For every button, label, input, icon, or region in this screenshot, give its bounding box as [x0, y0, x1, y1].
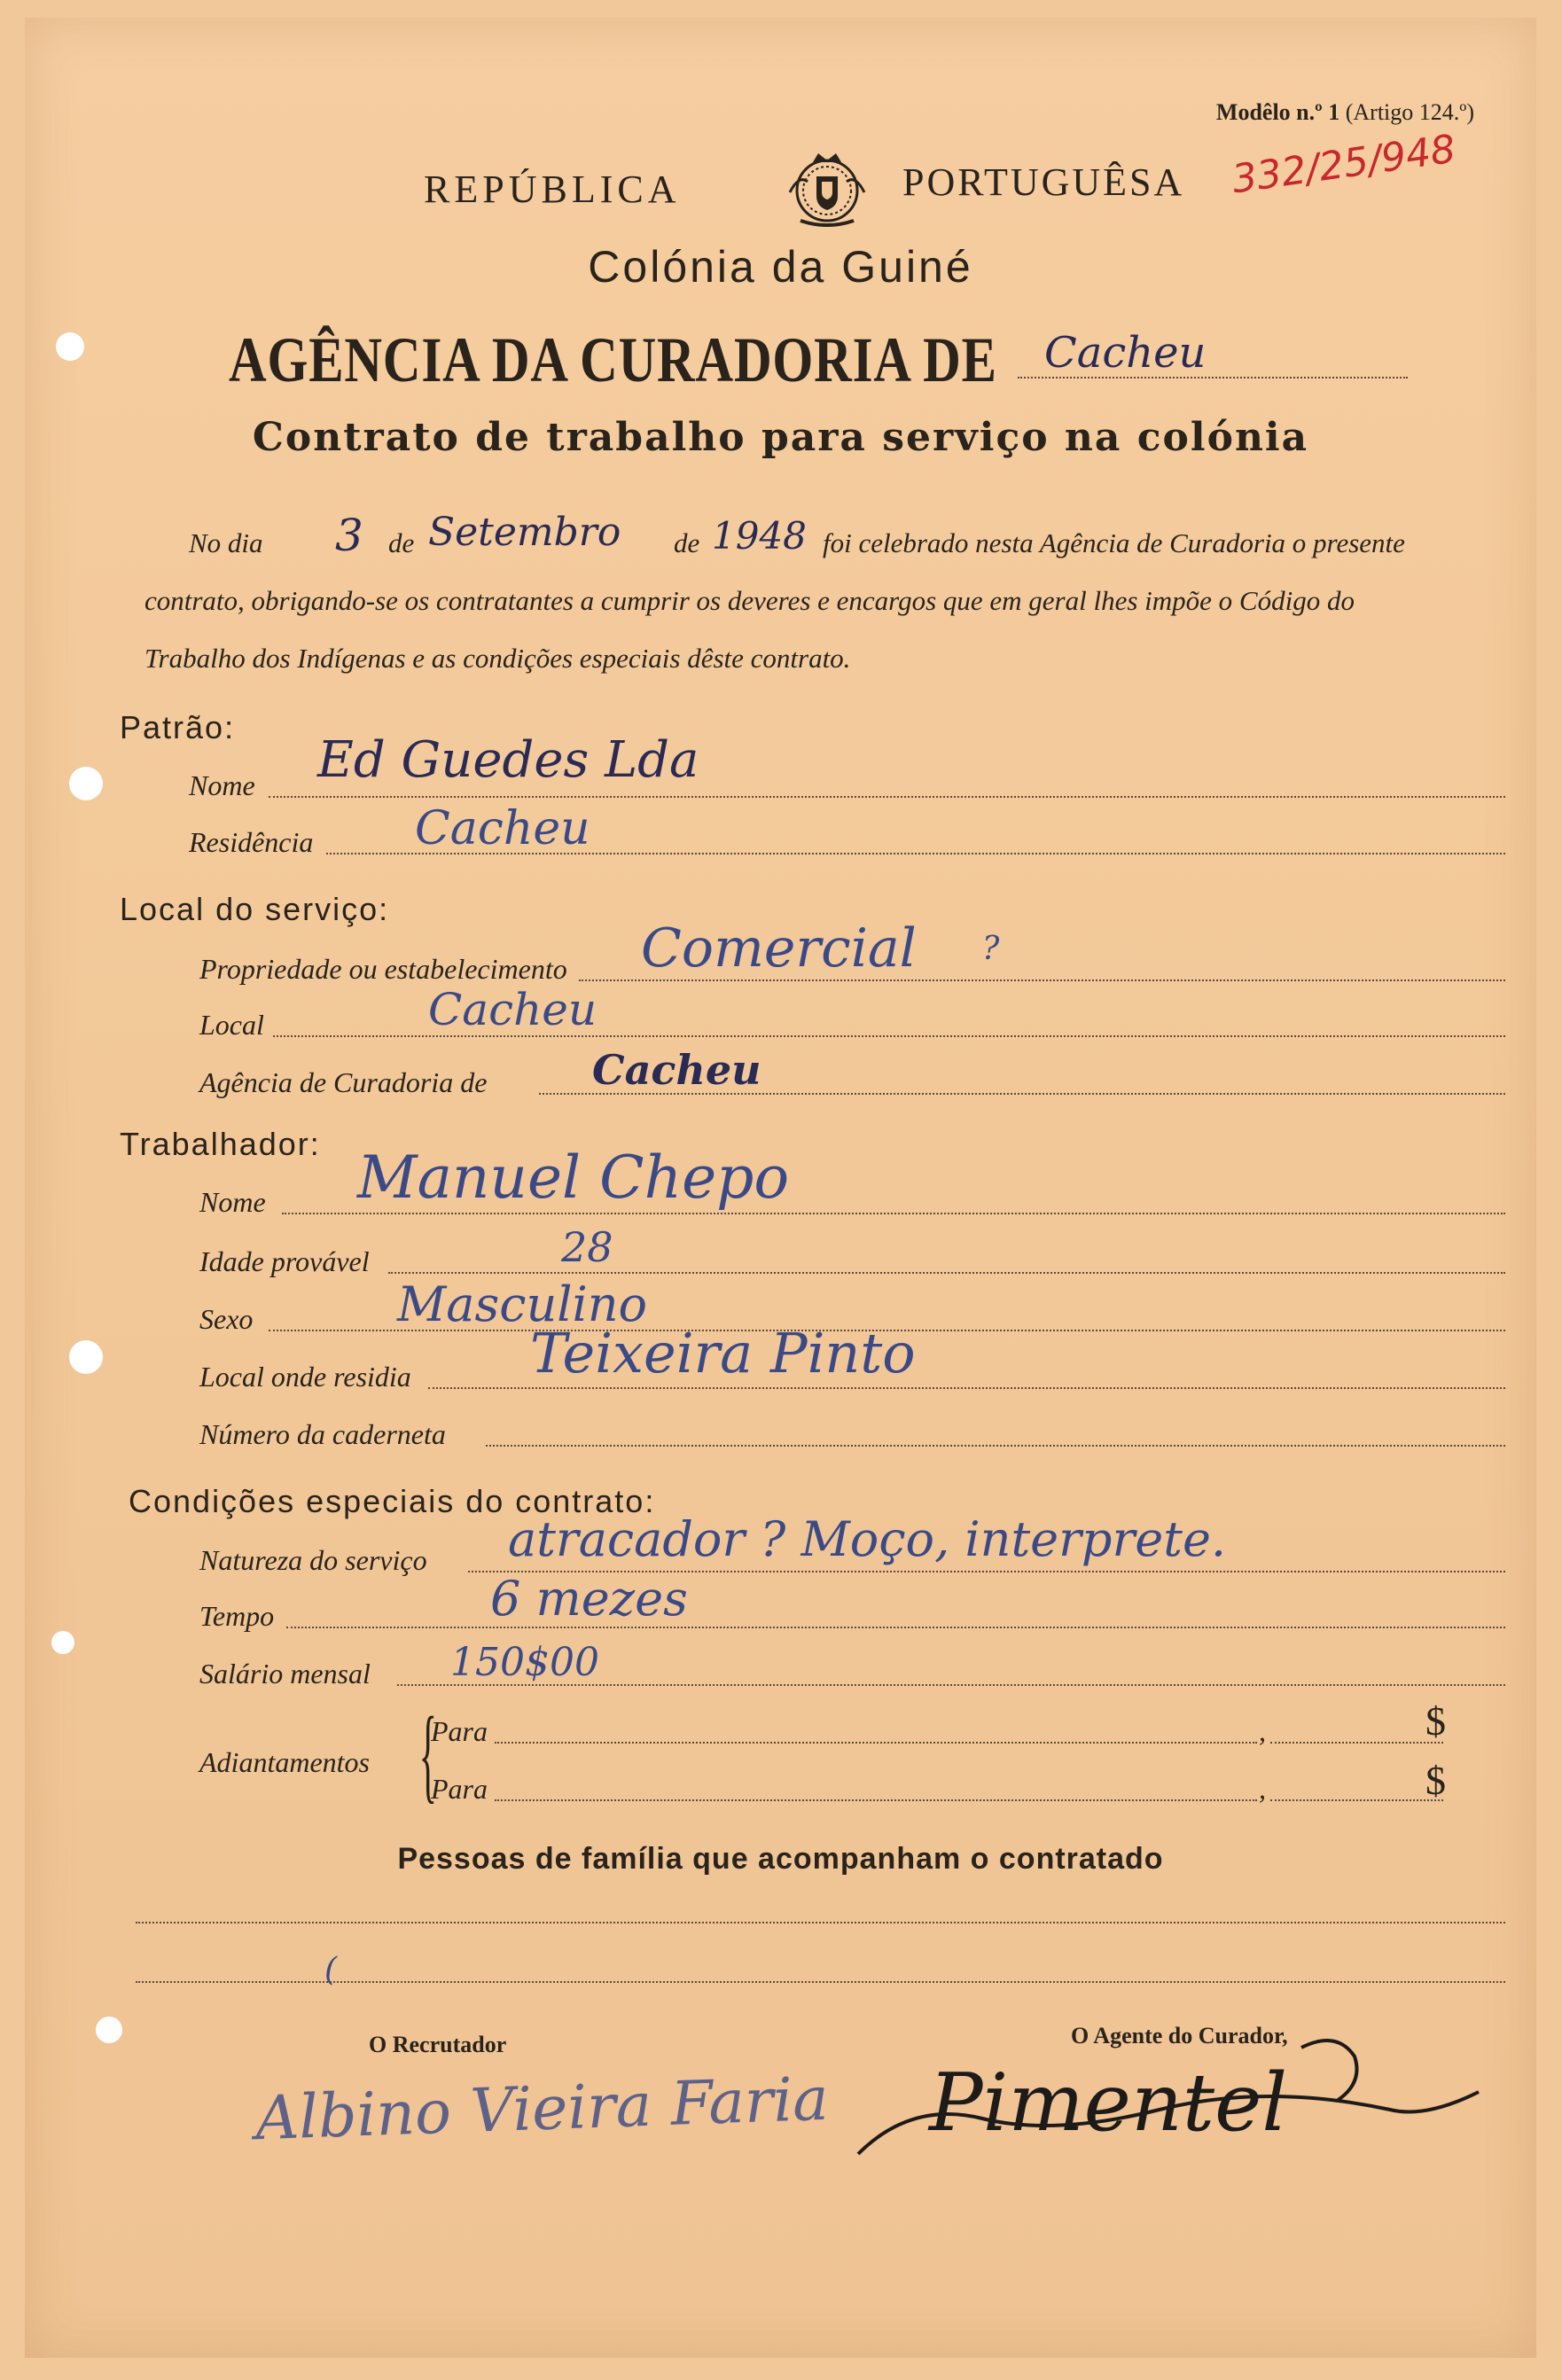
coat-of-arms-icon: [783, 146, 871, 230]
intro-month: Setembro: [428, 510, 621, 555]
trabalhador-nome-line: [282, 1213, 1505, 1214]
local-value: Cacheu: [428, 984, 597, 1035]
familia-line-2: [136, 1981, 1505, 1983]
intro-line2: contrato, obrigando-se os contratantes a cumprir os deveres e encargos que em geral lhes impõe o Código do: [144, 585, 1355, 616]
idade-value: 28: [561, 1223, 613, 1271]
local-residia-value: Teixeira Pinto: [530, 1321, 916, 1385]
document-page: [25, 18, 1536, 2358]
trabalhador-heading: Trabalhador:: [120, 1126, 321, 1162]
intro-line3: Trabalho dos Indígenas e as condições especiais dêste contrato.: [144, 643, 851, 674]
punch-hole-5: [56, 332, 84, 361]
familia-line-1: [136, 1922, 1505, 1924]
patrao-nome-value: Ed Guedes Lda: [317, 731, 699, 789]
agencia-handwritten: Cacheu: [1044, 328, 1207, 378]
adiantamento-line-1a: [495, 1742, 1257, 1744]
colonia-heading: Colónia da Guiné: [588, 242, 973, 292]
condicoes-heading: Condições especiais do contrato:: [129, 1483, 656, 1519]
salario-value: 150$00: [450, 1640, 599, 1685]
local-line: [273, 1035, 1505, 1037]
propriedade-value: Comercial: [641, 917, 917, 979]
punch-hole-2: [69, 1340, 103, 1374]
caderneta-line: [486, 1445, 1505, 1447]
sexo-label: Sexo: [199, 1303, 254, 1335]
punch-hole-3: [51, 1631, 74, 1654]
local-servico-heading: Local do serviço:: [120, 891, 390, 927]
intro-de2: de: [674, 527, 700, 558]
local-residia-line: [428, 1387, 1505, 1389]
adiantamento-line-1b: [1270, 1742, 1443, 1744]
currency-symbol-1: $: [1425, 1698, 1446, 1744]
patrao-residencia-value: Cacheu: [415, 802, 590, 855]
recrutador-signature: Albino Vieira Faria: [254, 2064, 830, 2155]
agente-signature: Pimentel: [929, 2056, 1288, 2150]
adiantamentos-brace: {: [418, 1695, 437, 1813]
propriedade-label: Propriedade ou estabelecimento: [199, 953, 567, 985]
agente-signature-flourish: [840, 2021, 1496, 2198]
intro-day: 3: [335, 510, 363, 561]
tempo-line: [286, 1627, 1505, 1628]
intro-year: 1948: [712, 514, 807, 558]
republica-heading: REPÚBLICA: [424, 168, 681, 211]
punch-hole-1: [69, 767, 103, 800]
adiantamento-line-2b: [1270, 1799, 1443, 1801]
agencia-curadoria-label: Agência de Curadoria de: [199, 1066, 488, 1098]
agencia-dotted-line: [1018, 377, 1408, 378]
caderneta-label: Número da caderneta: [199, 1418, 446, 1450]
tempo-value: 6 mezes: [490, 1571, 688, 1627]
propriedade-question-mark: ?: [982, 931, 1000, 967]
intro-rest: foi celebrado nesta Agência de Curadoria o presente: [823, 527, 1405, 558]
adiantamento-para-1: Para: [431, 1715, 488, 1747]
currency-symbol-2: $: [1425, 1758, 1446, 1803]
intro-de: de: [388, 527, 415, 558]
adiantamento-comma-1: ,: [1259, 1715, 1266, 1747]
natureza-label: Natureza do serviço: [199, 1544, 427, 1576]
patrao-nome-label: Nome: [189, 769, 255, 801]
adiantamento-line-2a: [495, 1799, 1257, 1801]
agencia-heading: AGÊNCIA DA CURADORIA DE: [229, 324, 997, 395]
familia-heading: Pessoas de família que acompanham o contratado: [397, 1842, 1164, 1876]
idade-label: Idade provável: [199, 1245, 370, 1277]
punch-hole-4: [96, 2017, 122, 2043]
natureza-value: atracador ? Moço, interprete.: [508, 1511, 1227, 1567]
sexo-value: Masculino: [397, 1276, 648, 1332]
archive-number-stamp: 332/25/948: [1230, 126, 1459, 203]
trabalhador-nome-value: Manuel Chepo: [357, 1143, 790, 1212]
patrao-residencia-label: Residência: [189, 826, 314, 858]
local-residia-label: Local onde residia: [199, 1361, 411, 1393]
adiantamento-para-2: Para: [431, 1773, 488, 1805]
portuguesa-heading: PORTUGUÊSA: [902, 160, 1185, 204]
propriedade-line: [579, 979, 1505, 981]
contract-title: Contrato de trabalho para serviço na colónia: [252, 415, 1309, 460]
local-label: Local: [199, 1009, 264, 1041]
modelo-reference: Modêlo n.º 1 (Artigo 124.º): [1215, 99, 1474, 125]
trabalhador-nome-label: Nome: [199, 1186, 266, 1218]
patrao-heading: Patrão:: [120, 709, 236, 745]
patrao-nome-line: [269, 796, 1505, 798]
adiantamento-comma-2: ,: [1259, 1773, 1266, 1805]
salario-label: Salário mensal: [199, 1658, 371, 1689]
adiantamentos-label: Adiantamentos: [199, 1746, 370, 1778]
agencia-curadoria-value: Cacheu: [592, 1046, 761, 1094]
recrutador-label: O Recrutador: [369, 2032, 507, 2057]
idade-line: [388, 1272, 1505, 1274]
agente-label: O Agente do Curador,: [1071, 2023, 1288, 2048]
intro-no-dia: No dia: [189, 527, 263, 558]
tempo-label: Tempo: [199, 1600, 275, 1632]
familia-mark: (: [324, 1952, 338, 1988]
